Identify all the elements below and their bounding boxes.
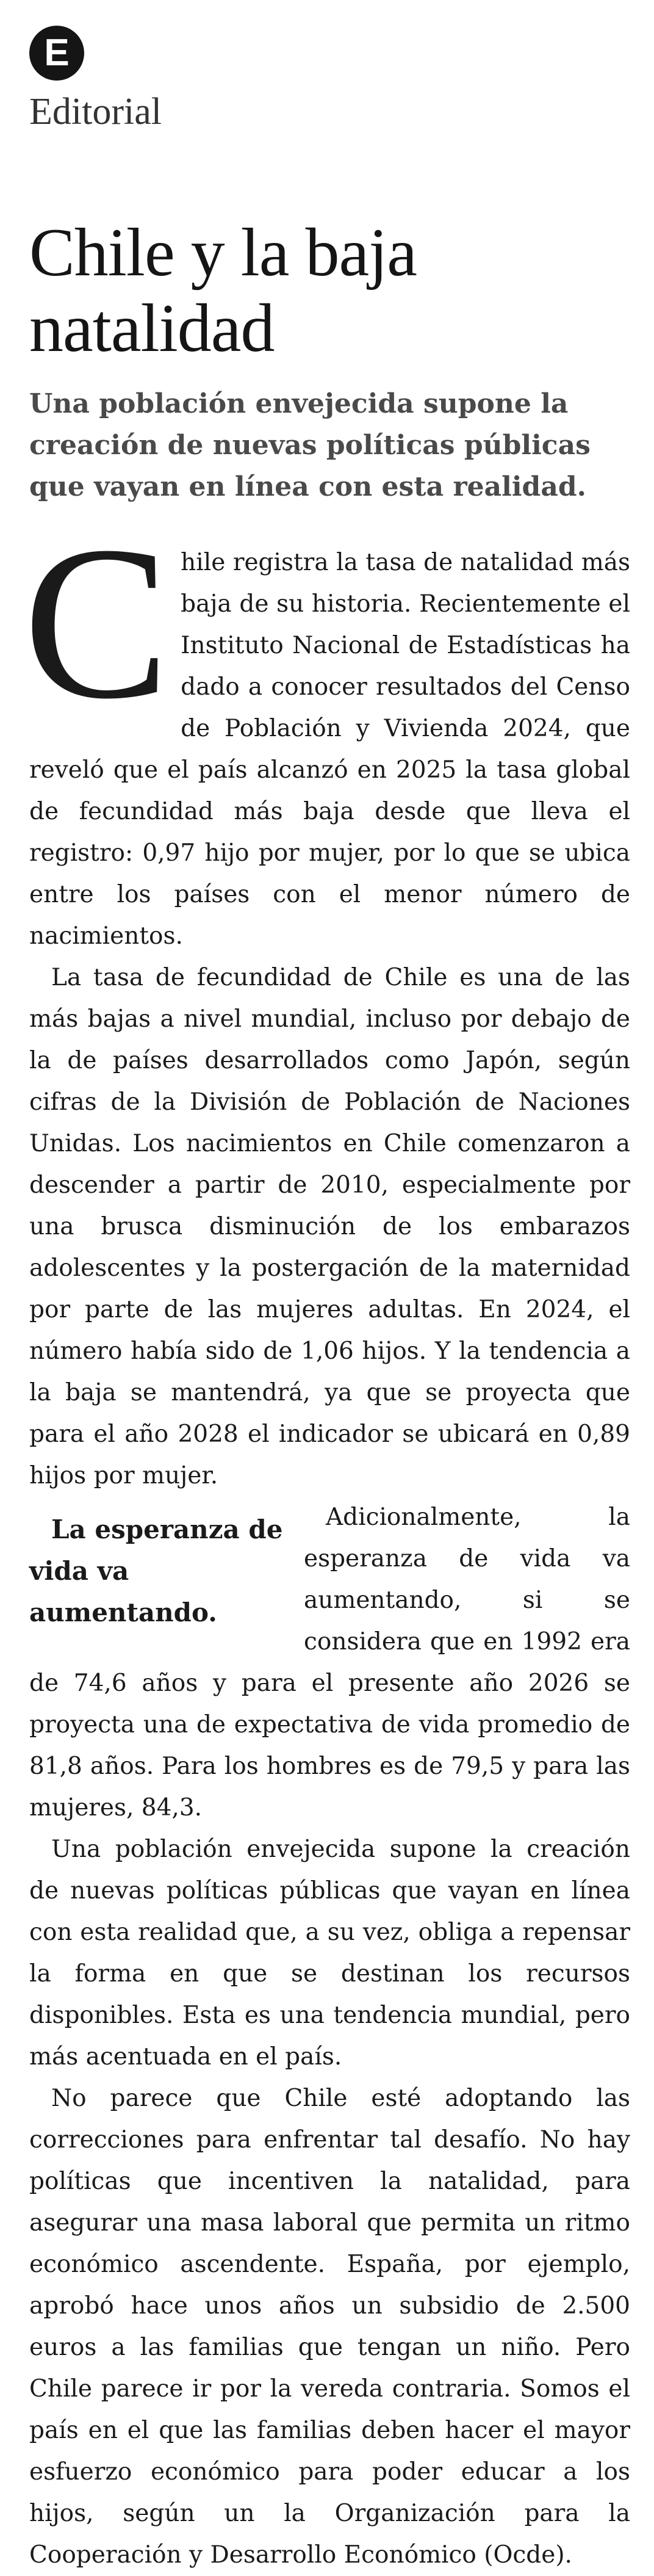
editorial-logo-badge (29, 26, 84, 81)
article-body (23, 501, 630, 2576)
pull-quote: La esperanza de vida va aumentando. (29, 1514, 283, 1627)
section-label: Editorial (29, 91, 162, 132)
paragraph-2: La tasa de fecundidad de Chile es una de las más bajas a nivel mundial, incluso por debajo de la de países desarrollados como Japón, según cifras de la División de Población de Naciones Unidas. Los nacimientos en Chile comenzaron a descender a partir de 2010, especialmente por una brusca disminución de los embarazos adolescentes y la postergación de la maternidad por parte de las mujeres adultas. En 2024, el número había sido de 1,06 hijos. Y la tendencia a la baja se mantendrá, ya que se proyecta que para el año 2028 el indicador se ubicará en 0,89 hijos por mujer. (29, 964, 630, 1489)
logo-letter: E (44, 32, 70, 74)
subheadline: Una población envejecida supone la creación de nuevas políticas públicas que vayan en línea con esta realidad. (29, 388, 591, 502)
drop-cap: C (23, 501, 170, 744)
paragraph-5: No parece que Chile esté adoptando las correcciones para enfrentar tal desafío. No hay políticas que incentiven la natalidad, para asegurar una masa laboral que permita un ritmo económico ascendente. España, por ejemplo, aprobó hace unos años un subsidio de 2.500 euros a las familias que tengan un niño. Pero Chile parece ir por la vereda contraria. Somos el país en el que las familias deben hacer el mayor esfuerzo económico para poder educar a los hijos, según un la Organización para la Cooperación y Desarrollo Económico (Ocde). (29, 2085, 630, 2569)
paragraph-3-text: Adicionalmente, la esperanza de vida va aumentando, si se considera que en 1992 era de 74,6 años y para el presente año 2026 se proyecta una de expectativa de vida promedio de 81,8 años. Para los hombres es de 79,5 y para las mujeres, 84,3. (29, 1503, 630, 1822)
paragraph-1 (23, 501, 630, 957)
paragraph-3 (29, 1497, 630, 1829)
paragraph-1-text: hile registra la tasa de natalidad más baja de su historia. Recientemente el Instituto Nacional de Estadísticas ha dado a conocer resultados del Censo de Población y Vivienda 2024, que reveló que el país alcanzó en 2025 la tasa global de fecundidad más baja desde que lleva el registro: 0,97 hijo por mujer, por lo que se ubica entre los países con el menor número de nacimientos. (29, 549, 630, 950)
headline: Chile y la baja natalidad (29, 215, 417, 366)
paragraph-4: Una población envejecida supone la creación de nuevas políticas públicas que vayan en línea con esta realidad que, a su vez, obliga a repensar la forma en que se destinan los recursos disponibles. Esta es una tendencia mundial, pero más acentuada en el país. (29, 1836, 630, 2071)
